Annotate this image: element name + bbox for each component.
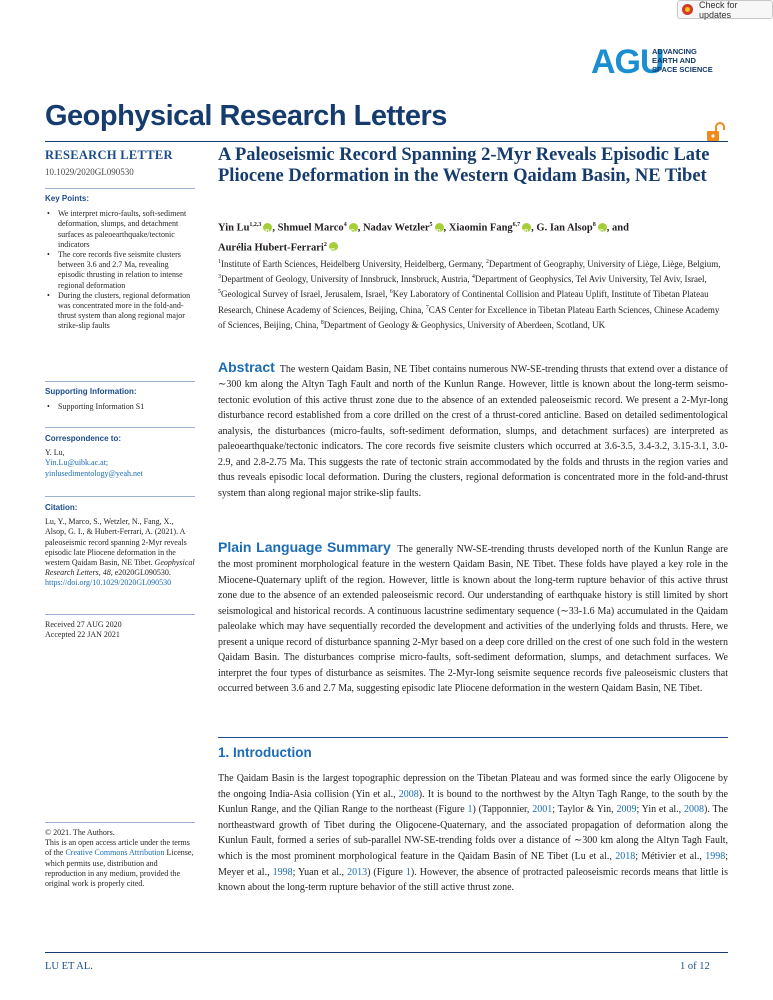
- intro-text: ). The northeastward growth of Tibet during the Oligocene-Quaternary, and the associated propagation of deformation along the Kunlun Fault, formed a series of sub-parallel NW-SE-trending folds over a distance of ∼300 km along the Altyn Tagh Fault, which is the most prominent morphological feature in the Qaidam Basin of NE Tibet (Lu et al.,: [218, 804, 728, 862]
- key-points-heading: Key Points:: [45, 194, 90, 203]
- article-dates: [45, 620, 195, 640]
- journal-title: Geophysical Research Letters: [45, 100, 447, 132]
- affiliation-text: Department of Geology, University of Innsbruck, Innsbruck, Austria,: [221, 274, 472, 285]
- orcid-icon[interactable]: [522, 223, 531, 232]
- author-name: G. Ian Alsop: [536, 222, 593, 234]
- correspondence-email-link[interactable]: Yin.Lu@uibk.ac.at;: [45, 458, 109, 468]
- affiliation-number: 8: [320, 319, 324, 326]
- author-separator: ,: [443, 222, 449, 234]
- check-for-updates-button[interactable]: [677, 0, 773, 19]
- orcid-icon[interactable]: [329, 242, 338, 251]
- author-list: [218, 217, 728, 256]
- article-type: RESEARCH LETTER: [45, 148, 173, 162]
- author-name: Yin Lu: [218, 222, 250, 234]
- received-date: Received 27 AUG 2020: [45, 620, 122, 629]
- affiliation-text: Key Laboratory of Continental Collision and Plateau Uplift, Institute of Tibetan Plateau Research, Chinese Academy of Sciences, Beijing, China,: [218, 289, 709, 315]
- agu-tagline-line: SPACE SCIENCE: [652, 65, 713, 74]
- affiliations: [218, 256, 728, 332]
- orcid-icon[interactable]: [349, 223, 358, 232]
- accepted-date: Accepted 22 JAN 2021: [45, 630, 120, 640]
- key-points-list: [45, 209, 195, 331]
- orcid-icon[interactable]: [598, 223, 607, 232]
- reference-link[interactable]: 2018: [615, 850, 636, 862]
- column-divider: [45, 822, 195, 823]
- intro-text: ). It is bound to the northwest by the Altyn Tagh Range, to the south by the Kunlun Range, and the Qilian Range to the northeast (Figure: [218, 788, 728, 816]
- agu-tagline-line: EARTH AND: [652, 56, 696, 65]
- citation: [45, 503, 195, 589]
- affiliation-number: 2: [485, 259, 489, 265]
- author-separator: ,: [272, 222, 278, 234]
- intro-text: ; Yin et al.,: [636, 804, 684, 816]
- intro-text: ; Métivier et al.,: [635, 850, 706, 862]
- reference-link[interactable]: 1998: [705, 850, 726, 862]
- citation-reference: Lu, Y., Marco, S., Wetzler, N., Fang, X., Alsop, G. I., & Hubert-Ferrari, A. (2021). A paleoseismic record spanning 2-Myr reveals episodic late Pliocene deformation in the western Qaidam Basin, NE Tibet.: [45, 517, 187, 568]
- supporting-information: [45, 387, 195, 412]
- reference-link[interactable]: 2001: [532, 804, 553, 816]
- affiliation-text: Department of Geography, University of Liège, Liège, Belgium,: [488, 259, 721, 269]
- affiliation-text: Geological Survey of Israel, Jerusalem, Israel,: [221, 289, 390, 300]
- affiliation-number: 1: [218, 259, 221, 265]
- article-title: A Paleoseismic Record Spanning 2-Myr Reveals Episodic Late Pliocene Deformation in the Western Qaidam Basin, NE Tibet: [218, 145, 710, 186]
- author-separator: ,: [357, 222, 363, 234]
- intro-text: ; Taylor & Yin,: [552, 804, 617, 816]
- introduction-heading: 1. Introduction: [218, 745, 312, 760]
- reference-link[interactable]: 2008: [398, 788, 419, 800]
- intro-text: ) (Figure: [367, 866, 406, 878]
- reference-link[interactable]: 1998: [272, 866, 293, 878]
- intro-text: ; Yuan et al.,: [292, 866, 348, 878]
- plain-language-summary: [218, 540, 728, 697]
- creative-commons-link[interactable]: Creative Commons Attribution: [65, 848, 165, 858]
- key-point-item: • We interpret micro-faults, soft-sediment deformation, slumps, and detachment surfaces as paleoearthquake/tectonic indicators: [58, 209, 195, 250]
- intro-text: The Qaidam Basin is the largest topographic depression on the Tibetan Plateau and was formed since the early Oligocene by the ongoing India-Asia collision (Yin et al.,: [218, 773, 728, 800]
- intro-text: ). However, the absence of protracted paleoseismic records means that little is known about the long-term rupture behavior of the still active thrust zone.: [218, 866, 728, 894]
- page-number: 1 of 12: [680, 961, 710, 972]
- column-divider: [45, 496, 195, 497]
- key-point-item: • The core records five seismite clusters between 3.6 and 2.7 Ma, revealing episodic thrusting in relation to intense regional deformation: [58, 250, 195, 291]
- agu-logo[interactable]: AGU: [591, 43, 664, 81]
- supporting-information-link[interactable]: • Supporting Information S1: [58, 402, 195, 412]
- article-doi: 10.1029/2020GL090530: [45, 167, 134, 177]
- abstract: [218, 360, 728, 501]
- correspondence: [45, 434, 195, 479]
- abstract-heading: Abstract: [218, 359, 275, 375]
- column-divider: [45, 614, 195, 615]
- author-affiliation-ref: 6,7: [512, 222, 521, 228]
- column-divider: [45, 188, 195, 189]
- header-divider: [45, 141, 728, 142]
- footer-divider: [45, 952, 728, 953]
- author-affiliation-ref: 1,2,3: [249, 222, 262, 228]
- intro-text: ) (Tapponnier,: [472, 804, 533, 816]
- citation-heading: Citation:: [45, 503, 78, 512]
- affiliation-number: 4: [471, 274, 475, 281]
- correspondence-email-link[interactable]: yinlusedimentology@yeah.net: [45, 468, 143, 478]
- citation-text: [45, 517, 195, 588]
- citation-article-number: e2020GL090530.: [114, 568, 171, 578]
- reference-link[interactable]: 2008: [683, 804, 704, 816]
- license-text-start: This is an open access article under the terms of the: [45, 838, 190, 858]
- affiliation-number: 3: [218, 274, 221, 281]
- license-text: [45, 838, 195, 889]
- reference-link[interactable]: 2013: [347, 866, 368, 878]
- key-point-item: • During the clusters, regional deformation was concentrated more in the fold-and-thrust system than along regional major strike-slip faults: [58, 291, 195, 332]
- affiliation-text: Institute of Earth Sciences, Heidelberg University, Heidelberg, Germany,: [221, 259, 486, 269]
- affiliation-text: CAS Center for Excellence in Tibetan Plateau Earth Sciences, Chinese Academy of Sciences, Beijing, China,: [218, 304, 720, 330]
- affiliation-number: 5: [218, 289, 221, 296]
- open-access-lock-icon[interactable]: [705, 121, 727, 143]
- agu-tagline-line: ADVANCING: [652, 47, 697, 56]
- footer-running-head: LU ET AL.: [45, 961, 93, 972]
- author-name: Shmuel Marco: [277, 222, 344, 234]
- author-affiliation-ref: 4: [343, 222, 347, 228]
- affiliation-text: Department of Geology & Geophysics, University of Aberdeen, Scotland, UK: [323, 319, 606, 330]
- supporting-information-heading: Supporting Information:: [45, 387, 137, 396]
- agu-tagline: [652, 47, 713, 74]
- author-affiliation-ref: 8: [592, 222, 596, 228]
- license: [45, 828, 195, 889]
- check-for-updates-label: Check for updates: [699, 0, 738, 20]
- author-name: Aurélia Hubert-Ferrari: [218, 242, 324, 253]
- intro-text: ; Meyer et al.,: [218, 850, 728, 878]
- author-affiliation-ref: 5: [429, 222, 433, 228]
- orcid-icon[interactable]: [435, 223, 444, 232]
- section-divider: [218, 737, 728, 738]
- citation-doi-link[interactable]: https://doi.org/10.1029/2020GL090530: [45, 578, 172, 588]
- author-separator: ,: [531, 222, 537, 234]
- column-divider: [45, 427, 195, 428]
- reference-link[interactable]: 2009: [616, 804, 637, 816]
- author-separator: , and: [606, 222, 629, 234]
- affiliation-text: Department of Geophysics, Tel Aviv University, Tel Aviv, Israel,: [474, 274, 707, 285]
- author-affiliation-ref: 2: [323, 241, 327, 248]
- license-text-end: License, which permits use, distribution and reproduction in any medium, provided the original work is properly cited.: [45, 848, 194, 889]
- pls-heading: Plain Language Summary: [218, 539, 391, 555]
- orcid-icon[interactable]: [263, 223, 272, 232]
- key-points: [45, 194, 195, 332]
- figure-link[interactable]: 1: [405, 866, 411, 878]
- supporting-information-list: [45, 402, 195, 412]
- figure-link[interactable]: 1: [467, 804, 473, 816]
- column-divider: [45, 381, 195, 382]
- introduction-paragraph: [218, 771, 728, 896]
- affiliation-number: 6: [389, 289, 393, 296]
- correspondence-heading: Correspondence to:: [45, 434, 122, 443]
- author-name: Nadav Wetzler: [362, 222, 430, 234]
- abstract-text: The western Qaidam Basin, NE Tibet contains numerous NW-SE-trending thrusts that extend over a distance of ∼300 km along the Altyn Tagh Fault and north of the Kunlun Range. However, little is known about the long-term seismo-tectonic evolution of this active thrust zone due to the absence of an extended paleoseismic record. We present a 2-Myr-long disturbance record established from a core drilled on the crest of a thrust-cored anticline. Based on detailed sedimentological analysis, the disturbances (micro-faults, soft-sediment deformation, slumps, and detachment surfaces) are interpreted as paleoearthquake/tectonic indicators. The core records five seismite clusters which occurred at 3.6-3.5, 3.4-3.2, 3.15-3.1, 3.0-2.9, and 2.8-2.75 Ma. This suggests the rate of tectonic strain accommodated by the folds and thrusts in the region varies and thus reveals episodic local deformation. During the clusters, regional deformation is concentrated more in the fold-and-thrust system than along regional major strike-slip faults.: [218, 364, 728, 499]
- citation-journal: Geophysical Research Letters, 48,: [45, 558, 195, 578]
- affiliation-number: 7: [425, 304, 429, 311]
- copyright: © 2021. The Authors.: [45, 828, 115, 837]
- crossmark-icon: [682, 4, 693, 15]
- pls-text: The generally NW-SE-trending thrusts developed north of the Kunlun Range are the most prominent morphological feature in the western Qaidam Basin, NE Tibet. These folds have played a key role in the Miocene-Quaternary uplift of the region. However, little is known about the long-term rupture behavior of this active thrust zone due to the absence of an extended paleoseismic record. Our understanding of earthquake history is still limited by short seismological and historical records. A continuous lacustrine sedimentary sequence (∼33-1.6 Ma) accumulated in the Qaidam paleolake which may have sequentially recorded the development and activities of the underlying folds and thrusts. Here, we present a unique record of disturbance spanning 2-Myr based on a deep core drilled on the crest of one such fold in the western Qaidam Basin. The disturbances comprise micro-faults, soft-sediment deformation, slumps, and detachment surfaces. We interpret the four types of disturbance as seismites. The 2-Myr-long seismite sequence records five paleoseismic clusters that occurred between 3.6 and 2.7 Ma, suggesting episodic late Pliocene deformation in the western Qaidam Basin, NE Tibet.: [218, 544, 728, 695]
- correspondence-name: Y. Lu,: [45, 448, 65, 458]
- author-name: Xiaomin Fang: [448, 222, 513, 234]
